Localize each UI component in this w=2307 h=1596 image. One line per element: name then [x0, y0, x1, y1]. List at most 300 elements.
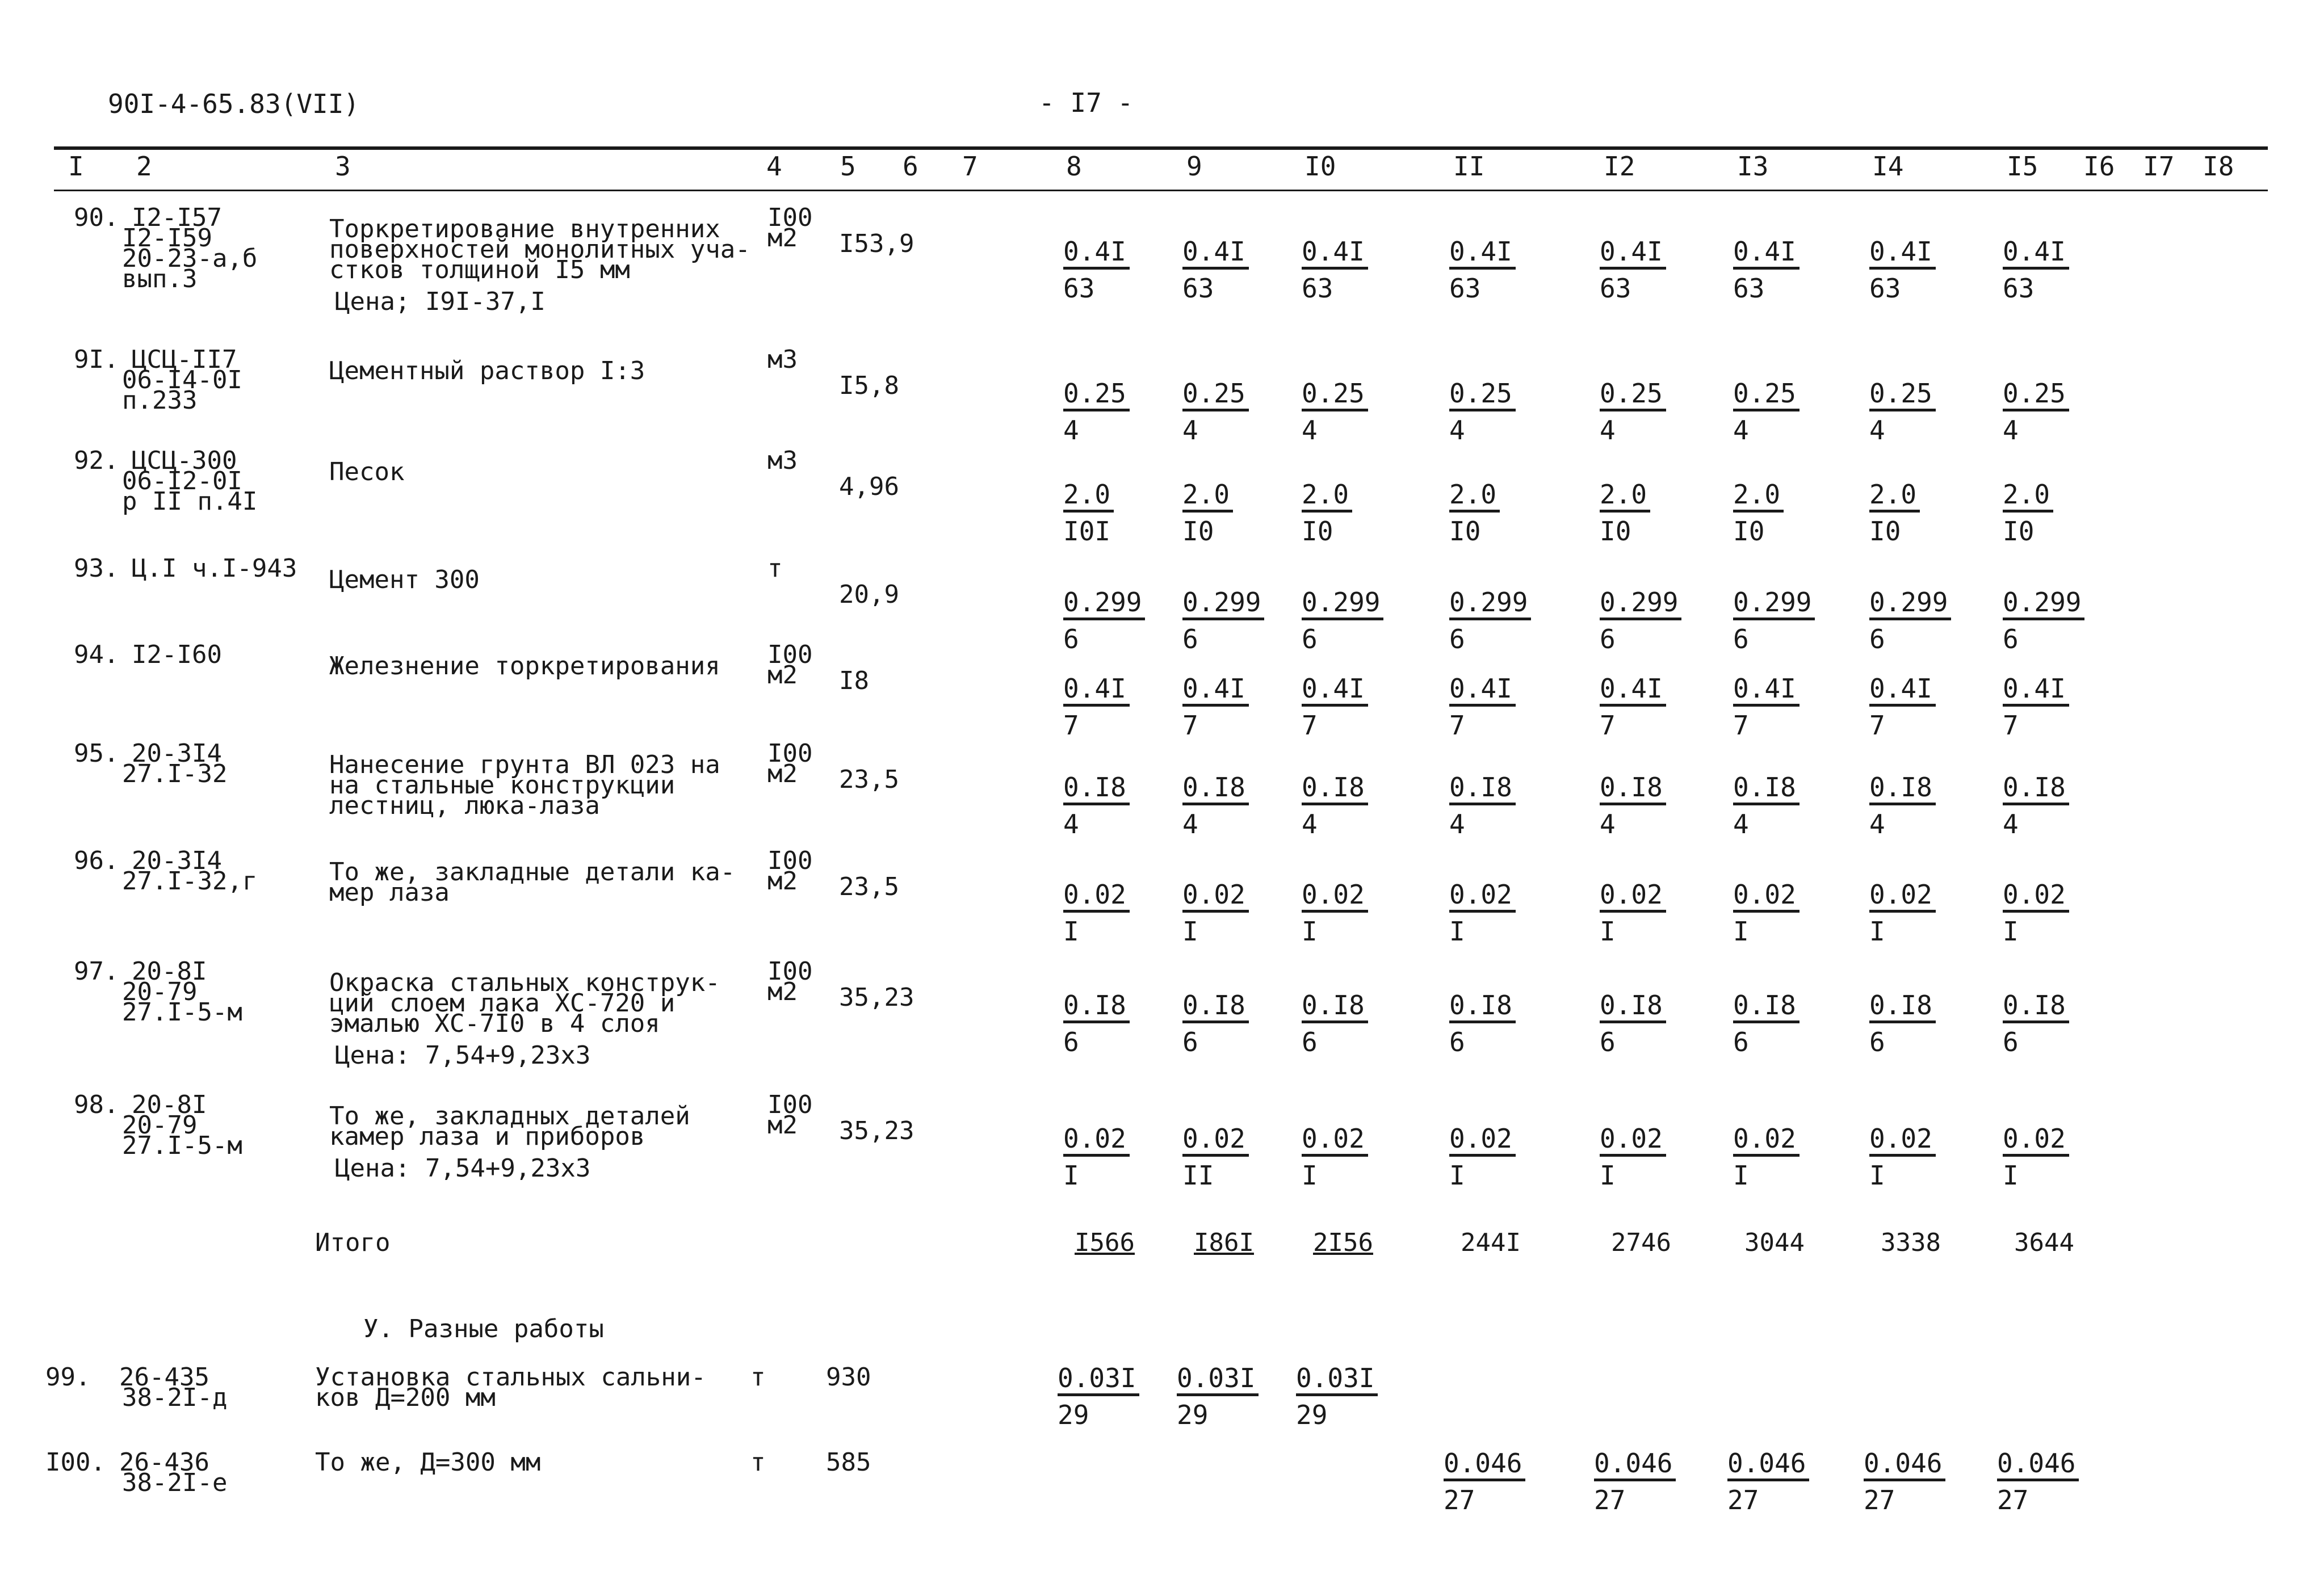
- row-reference: 27.I-32,г: [122, 867, 258, 896]
- value-cell-col-10: [1302, 236, 1368, 304]
- total-label: Итого: [315, 1228, 391, 1257]
- value-denominator: 4: [1063, 809, 1079, 839]
- column-header: I: [68, 151, 84, 182]
- work-description: Торкретирование внутренних: [329, 215, 720, 243]
- value-numerator: 0.02: [2003, 1125, 2069, 1157]
- value-denominator: 4: [1182, 415, 1198, 446]
- value-denominator: I0: [1449, 516, 1481, 547]
- value-denominator: 4: [1449, 415, 1465, 446]
- value-numerator: 0.046: [1594, 1450, 1676, 1481]
- unit: I00: [767, 846, 813, 875]
- value-cell-col-11: [1449, 479, 1500, 547]
- value-cell-col-12: [1594, 1450, 1676, 1513]
- value-denominator: I: [1063, 916, 1079, 947]
- value-numerator: 0.I8: [1733, 774, 1800, 805]
- total-value-col-8: I566: [1075, 1228, 1135, 1257]
- value-numerator: 0.I8: [1449, 774, 1516, 805]
- value-numerator: 0.02: [1063, 1125, 1130, 1157]
- value-numerator: 0.25: [1600, 380, 1666, 411]
- value-numerator: 2.0: [1869, 481, 1920, 513]
- value-denominator: II: [1182, 1160, 1214, 1191]
- row-reference: 06-I4-0I: [122, 366, 242, 394]
- column-header: 3: [335, 151, 351, 182]
- value-numerator: 0.I8: [1182, 774, 1249, 805]
- value-numerator: 0.299: [1733, 589, 1815, 620]
- column-header: I4: [1872, 151, 1904, 182]
- row-reference: 06-I2-0I: [122, 467, 242, 495]
- work-description: Окраска стальных конструк-: [329, 968, 720, 997]
- quantity: I53,9: [839, 229, 915, 258]
- value-denominator: I: [1733, 916, 1749, 947]
- value-denominator: 4: [1733, 809, 1749, 839]
- value-numerator: 0.046: [1444, 1450, 1525, 1481]
- value-numerator: 0.I8: [1063, 774, 1130, 805]
- value-cell-col-9: [1182, 479, 1233, 547]
- value-denominator: I: [1449, 1160, 1465, 1191]
- value-cell-col-10: [1302, 673, 1368, 741]
- value-denominator: 6: [1449, 1027, 1465, 1057]
- value-cell-col-15: [2003, 774, 2069, 837]
- unit: м2: [767, 1111, 798, 1140]
- value-denominator: I0: [1733, 516, 1765, 547]
- value-cell-col-14: [1869, 236, 1936, 304]
- value-cell-col-12: [1600, 992, 1666, 1055]
- value-denominator: I: [2003, 916, 2019, 947]
- value-cell-col-12: [1600, 879, 1666, 947]
- total-value-col-9: I86I: [1194, 1228, 1254, 1257]
- column-header: I7: [2143, 151, 2175, 182]
- value-denominator: 4: [1182, 809, 1198, 839]
- value-cell-col-13: [1733, 378, 1800, 446]
- work-description: Железнение торкретирования: [329, 652, 720, 681]
- value-cell-col-14: [1869, 673, 1936, 741]
- value-cell-col-9: [1182, 378, 1249, 446]
- value-cell-col-14: [1869, 378, 1936, 446]
- value-cell-col-8: [1063, 479, 1114, 547]
- value-cell-col-8: [1063, 774, 1130, 837]
- value-numerator: 0.02: [1449, 881, 1516, 913]
- value-denominator: 4: [1063, 415, 1079, 446]
- column-header: 4: [766, 151, 782, 182]
- value-denominator: I0: [2003, 516, 2035, 547]
- work-description: мер лаза: [329, 878, 450, 907]
- value-denominator: 7: [1600, 710, 1616, 741]
- value-numerator: 0.4I: [1869, 238, 1936, 270]
- value-numerator: 0.I8: [1869, 774, 1936, 805]
- value-numerator: 0.02: [1733, 1125, 1800, 1157]
- row-reference: Ц.I ч.I-943: [132, 554, 297, 583]
- value-denominator: 6: [1733, 624, 1749, 654]
- value-denominator: 6: [1182, 1027, 1198, 1057]
- value-denominator: I: [1302, 1160, 1318, 1191]
- unit: м3: [767, 446, 798, 475]
- column-header: I0: [1304, 151, 1336, 182]
- row-number: 95.: [74, 739, 119, 768]
- value-numerator: 0.299: [2003, 589, 2084, 620]
- value-denominator: 63: [1302, 273, 1333, 304]
- quantity: 23,5: [839, 765, 899, 794]
- column-header: I8: [2203, 151, 2234, 182]
- value-denominator: 27: [1727, 1485, 1759, 1515]
- value-denominator: 4: [2003, 415, 2019, 446]
- value-cell-col-14: [1869, 879, 1936, 947]
- value-cell-col-15: [2003, 992, 2069, 1055]
- row-reference: 20-23-а,б: [122, 244, 258, 273]
- quantity: 23,5: [839, 872, 899, 901]
- page-number: - I7 -: [1039, 87, 1134, 118]
- value-cell-col-13: [1733, 673, 1800, 741]
- value-numerator: 0.299: [1449, 589, 1531, 620]
- value-cell-col-14: [1869, 992, 1936, 1055]
- unit: м2: [767, 759, 798, 788]
- value-numerator: 0.I8: [1302, 774, 1368, 805]
- work-description: Цемент 300: [329, 565, 480, 594]
- column-header: 7: [962, 151, 978, 182]
- value-denominator: 6: [1869, 1027, 1885, 1057]
- value-cell-col-11: [1449, 1123, 1516, 1191]
- value-cell-col-13: [1733, 589, 1815, 652]
- value-cell-col-11: [1449, 673, 1516, 741]
- value-denominator: 6: [2003, 1027, 2019, 1057]
- value-denominator: 29: [1058, 1400, 1089, 1430]
- value-denominator: 4: [1600, 415, 1616, 446]
- value-numerator: 0.4I: [2003, 238, 2069, 270]
- row-reference: 26-435: [119, 1363, 209, 1392]
- unit: м3: [767, 345, 798, 374]
- row-number: 90.: [74, 203, 119, 232]
- value-numerator: 0.25: [1449, 380, 1516, 411]
- value-denominator: 6: [1063, 624, 1079, 654]
- work-description: поверхностей монолитных уча-: [329, 235, 750, 264]
- value-numerator: 0.046: [1997, 1450, 2079, 1481]
- value-numerator: 0.25: [1302, 380, 1368, 411]
- unit: м2: [767, 661, 798, 690]
- price-note: Цена; I9I-37,I: [335, 287, 546, 316]
- value-denominator: I0: [1182, 516, 1214, 547]
- value-denominator: I: [2003, 1160, 2019, 1191]
- value-numerator: 0.299: [1063, 589, 1145, 620]
- value-numerator: 0.I8: [1600, 992, 1666, 1023]
- unit: I00: [767, 203, 813, 232]
- value-denominator: I0: [1869, 516, 1901, 547]
- unit: т: [767, 554, 783, 583]
- value-cell-col-8: [1063, 236, 1130, 304]
- value-denominator: 63: [1600, 273, 1631, 304]
- row-number: 92.: [74, 446, 119, 475]
- value-denominator: 29: [1296, 1400, 1328, 1430]
- value-denominator: 4: [1869, 415, 1885, 446]
- value-numerator: 2.0: [2003, 481, 2053, 513]
- value-cell-col-12: [1600, 236, 1666, 304]
- row-reference: I2-I59: [122, 224, 212, 253]
- row-reference: 26-436: [119, 1448, 209, 1477]
- value-cell-col-15: [2003, 378, 2069, 446]
- row-reference: п.233: [122, 386, 198, 415]
- value-cell-col-15: [2003, 589, 2084, 652]
- value-denominator: I0: [1600, 516, 1631, 547]
- price-note: Цена: 7,54+9,23х3: [335, 1041, 591, 1070]
- value-numerator: 0.02: [2003, 881, 2069, 913]
- work-description: То же, закладных деталей: [329, 1102, 690, 1131]
- value-denominator: 6: [1600, 624, 1616, 654]
- value-cell-col-12: [1600, 673, 1666, 741]
- row-reference: 20-3I4: [132, 846, 222, 875]
- value-cell-col-10: [1302, 774, 1368, 837]
- value-numerator: 0.25: [1869, 380, 1936, 411]
- work-description: ков Д=200 мм: [315, 1383, 496, 1412]
- value-denominator: 6: [1182, 624, 1198, 654]
- row-reference: ЦСЦ-300: [132, 446, 237, 475]
- value-numerator: 0.03I: [1177, 1365, 1259, 1396]
- value-numerator: 2.0: [1733, 481, 1784, 513]
- total-value-col-10: 2I56: [1313, 1228, 1373, 1257]
- value-cell-col-9: [1177, 1365, 1259, 1428]
- value-denominator: 7: [1869, 710, 1885, 741]
- document-code: 90I-4-65.83(VII): [108, 89, 360, 119]
- value-cell-col-8: [1063, 673, 1130, 741]
- header-top-rule: [54, 146, 2268, 150]
- value-cell-col-10: [1302, 589, 1383, 652]
- row-number: 9I.: [74, 345, 119, 374]
- value-denominator: 27: [1444, 1485, 1475, 1515]
- value-numerator: 0.I8: [1449, 992, 1516, 1023]
- value-denominator: 7: [1302, 710, 1318, 741]
- value-numerator: 2.0: [1063, 481, 1114, 513]
- value-numerator: 0.02: [1733, 881, 1800, 913]
- value-numerator: 0.I8: [1600, 774, 1666, 805]
- row-reference: I2-I60: [132, 640, 222, 669]
- quantity: 35,23: [839, 983, 915, 1012]
- value-numerator: 0.02: [1063, 881, 1130, 913]
- value-numerator: 0.I8: [2003, 992, 2069, 1023]
- value-cell-col-12: [1600, 378, 1666, 446]
- value-cell-col-10: [1302, 992, 1368, 1055]
- value-cell-col-11: [1449, 774, 1516, 837]
- value-denominator: 4: [1600, 809, 1616, 839]
- value-denominator: 6: [1302, 624, 1318, 654]
- value-denominator: 6: [1063, 1027, 1079, 1057]
- value-denominator: 4: [1302, 809, 1318, 839]
- value-numerator: 0.4I: [1600, 238, 1666, 270]
- value-numerator: 0.299: [1600, 589, 1681, 620]
- value-cell-col-9: [1182, 879, 1249, 947]
- value-cell-col-9: [1182, 1123, 1249, 1191]
- value-denominator: I: [1449, 916, 1465, 947]
- value-cell-col-14: [1864, 1450, 1945, 1513]
- value-cell-col-10: [1302, 1123, 1368, 1191]
- unit: I00: [767, 739, 813, 768]
- value-cell-col-11: [1449, 992, 1516, 1055]
- value-cell-col-15: [2003, 673, 2069, 741]
- column-header: 5: [840, 151, 856, 182]
- value-cell-col-14: [1869, 1123, 1936, 1191]
- value-cell-col-11: [1449, 879, 1516, 947]
- value-numerator: 0.4I: [1600, 675, 1666, 707]
- value-numerator: 0.299: [1869, 589, 1951, 620]
- value-cell-col-10: [1296, 1365, 1378, 1428]
- value-numerator: 0.046: [1864, 1450, 1945, 1481]
- value-cell-col-12: [1600, 1123, 1666, 1191]
- value-denominator: 29: [1177, 1400, 1209, 1430]
- value-numerator: 0.02: [1600, 1125, 1666, 1157]
- value-numerator: 0.4I: [1869, 675, 1936, 707]
- value-cell-col-15: [1997, 1450, 2079, 1513]
- value-cell-col-15: [2003, 236, 2069, 304]
- work-description: камер лаза и приборов: [329, 1122, 645, 1151]
- value-numerator: 0.I8: [1869, 992, 1936, 1023]
- value-numerator: 0.25: [2003, 380, 2069, 411]
- value-numerator: 0.I8: [1733, 992, 1800, 1023]
- value-denominator: I: [1182, 916, 1198, 947]
- value-denominator: 7: [1449, 710, 1465, 741]
- value-denominator: 4: [1449, 809, 1465, 839]
- value-cell-col-11: [1449, 378, 1516, 446]
- column-header: I2: [1604, 151, 1635, 182]
- value-cell-col-14: [1869, 774, 1936, 837]
- unit: т: [750, 1363, 766, 1392]
- value-numerator: 0.02: [1600, 881, 1666, 913]
- value-cell-col-11: [1444, 1450, 1525, 1513]
- row-number: 93.: [74, 554, 119, 583]
- work-description: эмалью ХС-7I0 в 4 слоя: [329, 1009, 660, 1038]
- column-header: II: [1453, 151, 1485, 182]
- work-description: То же, закладные детали ка-: [329, 858, 736, 887]
- value-numerator: 0.4I: [1182, 238, 1249, 270]
- value-denominator: 4: [1733, 415, 1749, 446]
- price-note: Цена: 7,54+9,23х3: [335, 1154, 591, 1183]
- unit: I00: [767, 1090, 813, 1119]
- value-cell-col-9: [1182, 236, 1249, 304]
- value-numerator: 0.299: [1182, 589, 1264, 620]
- row-reference: 20-79: [122, 1111, 198, 1140]
- column-header: 8: [1066, 151, 1082, 182]
- value-cell-col-14: [1869, 479, 1920, 547]
- value-numerator: 0.25: [1182, 380, 1249, 411]
- value-denominator: I: [1869, 916, 1885, 947]
- value-numerator: 0.4I: [1449, 675, 1516, 707]
- column-header: 6: [903, 151, 918, 182]
- value-denominator: 6: [1449, 624, 1465, 654]
- quantity: 20,9: [839, 580, 899, 609]
- quantity: 35,23: [839, 1116, 915, 1145]
- column-header: 2: [136, 151, 152, 182]
- value-numerator: 0.02: [1302, 1125, 1368, 1157]
- value-cell-col-8: [1063, 589, 1145, 652]
- value-denominator: 63: [1869, 273, 1901, 304]
- value-numerator: 0.03I: [1058, 1365, 1139, 1396]
- work-description: Установка стальных сальни-: [315, 1363, 706, 1392]
- row-number: I00.: [45, 1448, 106, 1477]
- value-denominator: 4: [2003, 809, 2019, 839]
- value-numerator: 0.046: [1727, 1450, 1809, 1481]
- value-cell-col-13: [1733, 879, 1800, 947]
- value-denominator: 6: [1600, 1027, 1616, 1057]
- section-heading: У. Разные работы: [363, 1314, 604, 1343]
- value-cell-col-12: [1600, 479, 1650, 547]
- value-cell-col-13: [1733, 992, 1800, 1055]
- value-numerator: 0.02: [1302, 881, 1368, 913]
- value-cell-col-11: [1449, 236, 1516, 304]
- value-cell-col-8: [1063, 879, 1130, 947]
- value-denominator: 7: [2003, 710, 2019, 741]
- value-denominator: 7: [1063, 710, 1079, 741]
- unit: м2: [767, 867, 798, 896]
- value-denominator: I: [1733, 1160, 1749, 1191]
- value-denominator: I: [1869, 1160, 1885, 1191]
- value-numerator: 0.I8: [1302, 992, 1368, 1023]
- value-cell-col-12: [1600, 589, 1681, 652]
- value-cell-col-10: [1302, 879, 1368, 947]
- value-cell-col-11: [1449, 589, 1531, 652]
- value-cell-col-8: [1063, 992, 1130, 1055]
- value-denominator: I0: [1302, 516, 1333, 547]
- value-denominator: 63: [1182, 273, 1214, 304]
- value-denominator: I: [1302, 916, 1318, 947]
- quantity: 4,96: [839, 472, 899, 501]
- value-cell-col-13: [1733, 774, 1800, 837]
- value-numerator: 2.0: [1600, 481, 1650, 513]
- value-denominator: I: [1600, 1160, 1616, 1191]
- row-reference: ЦСЦ-II7: [132, 345, 237, 374]
- unit: I00: [767, 640, 813, 669]
- value-cell-col-15: [2003, 879, 2069, 947]
- row-reference: 38-2I-е: [122, 1468, 228, 1497]
- value-numerator: 0.03I: [1296, 1365, 1378, 1396]
- value-numerator: 0.4I: [1063, 238, 1130, 270]
- value-denominator: 63: [2003, 273, 2035, 304]
- row-reference: 20-8I: [132, 1090, 207, 1119]
- value-denominator: 4: [1302, 415, 1318, 446]
- value-cell-col-12: [1600, 774, 1666, 837]
- work-description: лестниц, люка-лаза: [329, 791, 600, 820]
- value-denominator: I0I: [1063, 516, 1111, 547]
- value-denominator: I: [1063, 1160, 1079, 1191]
- header-bottom-rule: [54, 190, 2268, 191]
- value-numerator: 0.299: [1302, 589, 1383, 620]
- value-numerator: 0.4I: [1063, 675, 1130, 707]
- work-description: Цементный раствор I:3: [329, 356, 645, 385]
- value-cell-col-10: [1302, 479, 1352, 547]
- column-header: I3: [1737, 151, 1769, 182]
- value-numerator: 0.4I: [1449, 238, 1516, 270]
- value-denominator: 6: [1733, 1027, 1749, 1057]
- value-numerator: 0.I8: [1063, 992, 1130, 1023]
- work-description: То же, Д=300 мм: [315, 1448, 541, 1477]
- value-denominator: 63: [1449, 273, 1481, 304]
- value-denominator: 27: [1864, 1485, 1895, 1515]
- value-numerator: 0.4I: [1733, 238, 1800, 270]
- value-cell-col-9: [1182, 774, 1249, 837]
- quantity: I5,8: [839, 371, 899, 400]
- row-reference: 27.I-5-м: [122, 998, 242, 1027]
- value-denominator: 27: [1594, 1485, 1626, 1515]
- value-cell-col-10: [1302, 378, 1368, 446]
- value-numerator: 0.I8: [1182, 992, 1249, 1023]
- value-numerator: 2.0: [1302, 481, 1352, 513]
- value-numerator: 0.4I: [1182, 675, 1249, 707]
- row-number: 96.: [74, 846, 119, 875]
- value-cell-col-13: [1733, 236, 1800, 304]
- quantity: 585: [826, 1448, 871, 1477]
- total-value-col-14: 3338: [1881, 1228, 1941, 1257]
- unit: м2: [767, 224, 798, 253]
- total-value-col-15: 3644: [2014, 1228, 2074, 1257]
- value-numerator: 2.0: [1449, 481, 1500, 513]
- value-denominator: 7: [1182, 710, 1198, 741]
- column-header: 9: [1186, 151, 1202, 182]
- value-numerator: 0.02: [1182, 881, 1249, 913]
- unit: т: [750, 1448, 766, 1477]
